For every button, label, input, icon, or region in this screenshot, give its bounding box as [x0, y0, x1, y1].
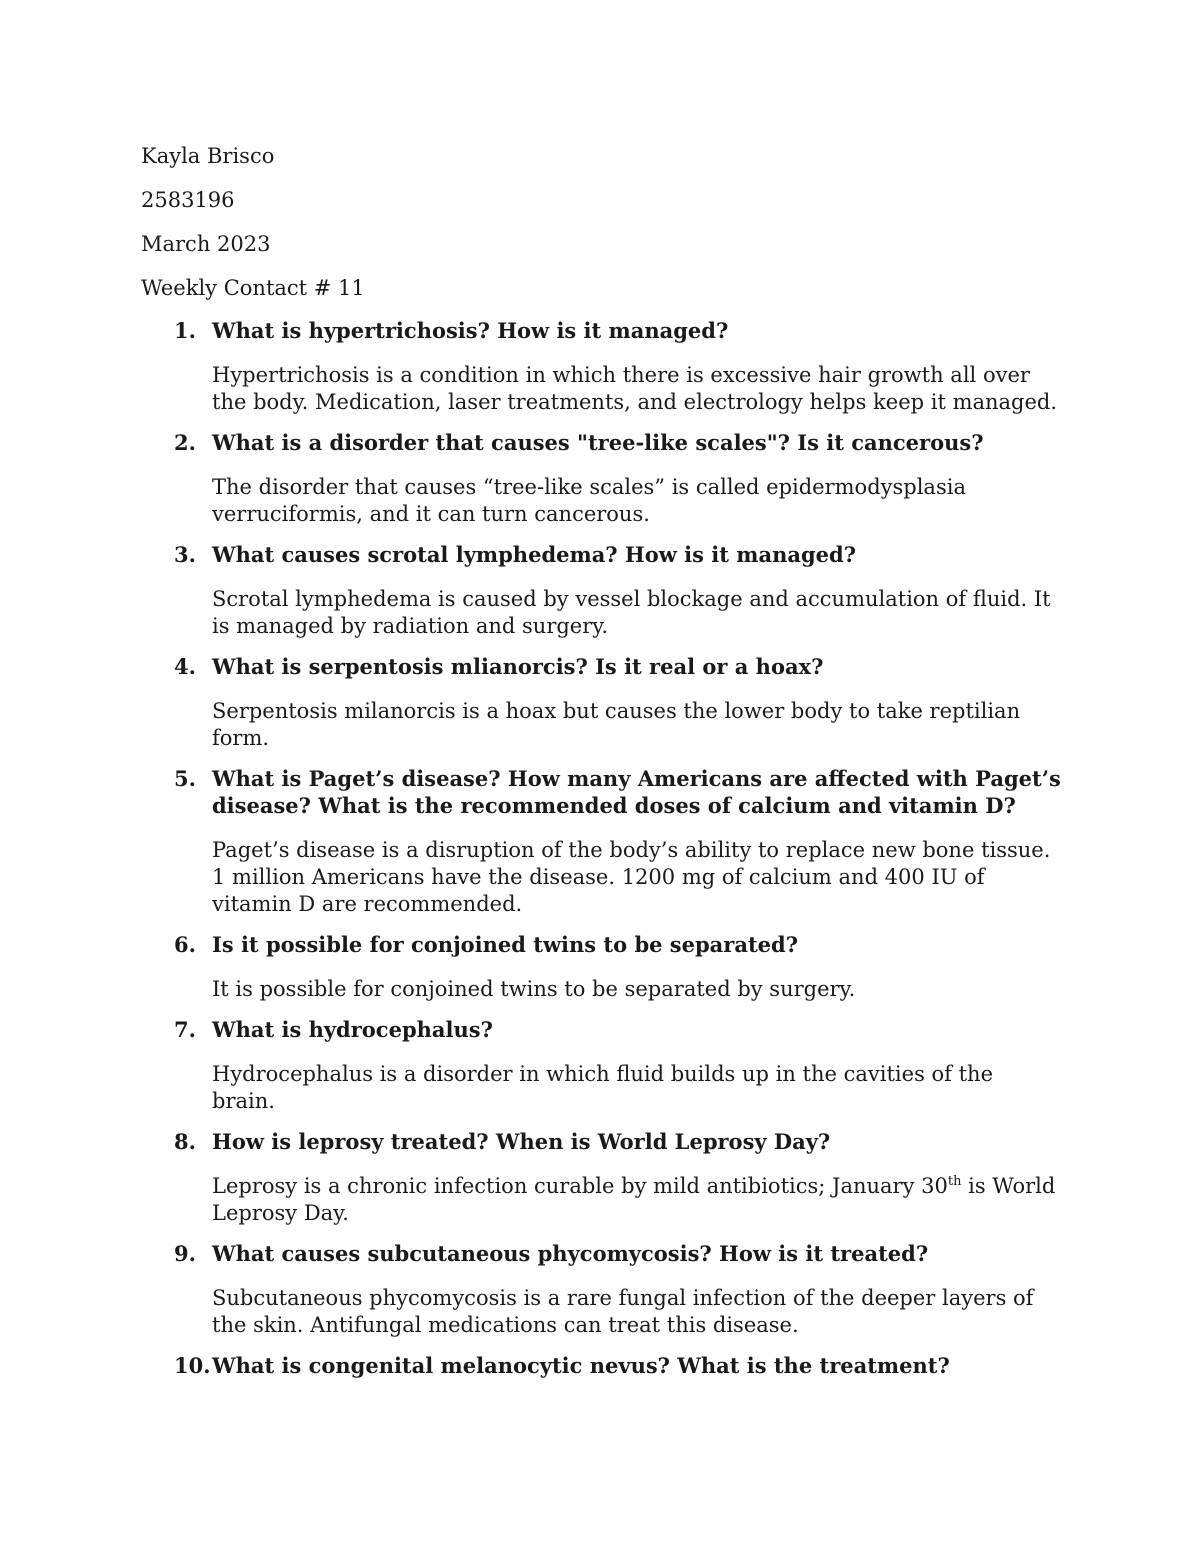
list-item	[141, 1016, 1061, 1115]
student-id: 2583196	[141, 188, 235, 212]
question-number: 1.	[174, 318, 196, 343]
document-page	[141, 141, 1061, 1397]
list-item	[141, 1240, 1061, 1339]
question-text: What is hypertrichosis? How is it managed?	[212, 318, 729, 343]
answer-text: Hydrocephalus is a disorder in which fluid builds up in the cavities of the brain.	[212, 1062, 993, 1113]
question-text: What causes subcutaneous phycomycosis? How is it treated?	[212, 1241, 929, 1266]
author-name: Kayla Brisco	[141, 144, 275, 168]
question-text: What causes scrotal lymphedema? How is it managed?	[212, 542, 856, 567]
question-number: 7.	[174, 1017, 196, 1042]
question-number: 2.	[174, 430, 196, 455]
list-item	[141, 317, 1061, 416]
question-number: 4.	[174, 654, 196, 679]
question-number: 10.	[174, 1353, 211, 1378]
list-item	[141, 429, 1061, 528]
list-item	[141, 653, 1061, 752]
answer-text-part: is World Leprosy Day.	[212, 1174, 1056, 1225]
ordinal-suffix: th	[947, 1174, 962, 1189]
question-text: How is leprosy treated? When is World Leprosy Day?	[212, 1129, 831, 1154]
answer-text: The disorder that causes “tree-like scales” is called epidermodysplasia verruciformis, and it can turn cancerous.	[212, 475, 966, 526]
question-number: 5.	[174, 766, 196, 791]
question-list	[141, 317, 1061, 1379]
answer-text: Scrotal lymphedema is caused by vessel blockage and accumulation of fluid. It is managed by radiation and surgery.	[212, 587, 1051, 638]
answer-text: Serpentosis milanorcis is a hoax but causes the lower body to take reptilian form.	[212, 699, 1021, 750]
list-item	[141, 931, 1061, 1003]
answer-text: Subcutaneous phycomycosis is a rare fungal infection of the deeper layers of the skin. Antifungal medications can treat this disease.	[212, 1286, 1034, 1337]
list-item	[141, 765, 1061, 918]
answer-text: It is possible for conjoined twins to be separated by surgery.	[212, 977, 856, 1001]
document-title: Weekly Contact # 11	[141, 276, 365, 300]
question-text: What is serpentosis mlianorcis? Is it real or a hoax?	[212, 654, 824, 679]
answer-text: Paget’s disease is a disruption of the body’s ability to replace new bone tissue. 1 million Americans have the disease. 1200 mg of calcium and 400 IU of vitamin D are recommended.	[212, 838, 1051, 916]
question-text: Is it possible for conjoined twins to be separated?	[212, 932, 799, 957]
question-text: What is Paget’s disease? How many Americans are affected with Paget’s disease? What is the recommended doses of calcium and vitamin D?	[212, 766, 1061, 818]
question-text: What is a disorder that causes "tree-like scales"? Is it cancerous?	[212, 430, 984, 455]
document-date: March 2023	[141, 232, 271, 256]
question-text: What is hydrocephalus?	[212, 1017, 493, 1042]
question-number: 8.	[174, 1129, 196, 1154]
question-number: 9.	[174, 1241, 196, 1266]
answer-text-part: Leprosy is a chronic infection curable by mild antibiotics; January 30	[212, 1174, 948, 1198]
list-item	[141, 1352, 1061, 1379]
question-number: 6.	[174, 932, 196, 957]
question-number: 3.	[174, 542, 196, 567]
answer-text	[212, 1173, 1061, 1227]
list-item	[141, 541, 1061, 640]
answer-text: Hypertrichosis is a condition in which there is excessive hair growth all over the body. Medication, laser treatments, and electrology helps keep it managed.	[212, 363, 1058, 414]
list-item	[141, 1128, 1061, 1227]
question-text: What is congenital melanocytic nevus? What is the treatment?	[212, 1353, 950, 1378]
